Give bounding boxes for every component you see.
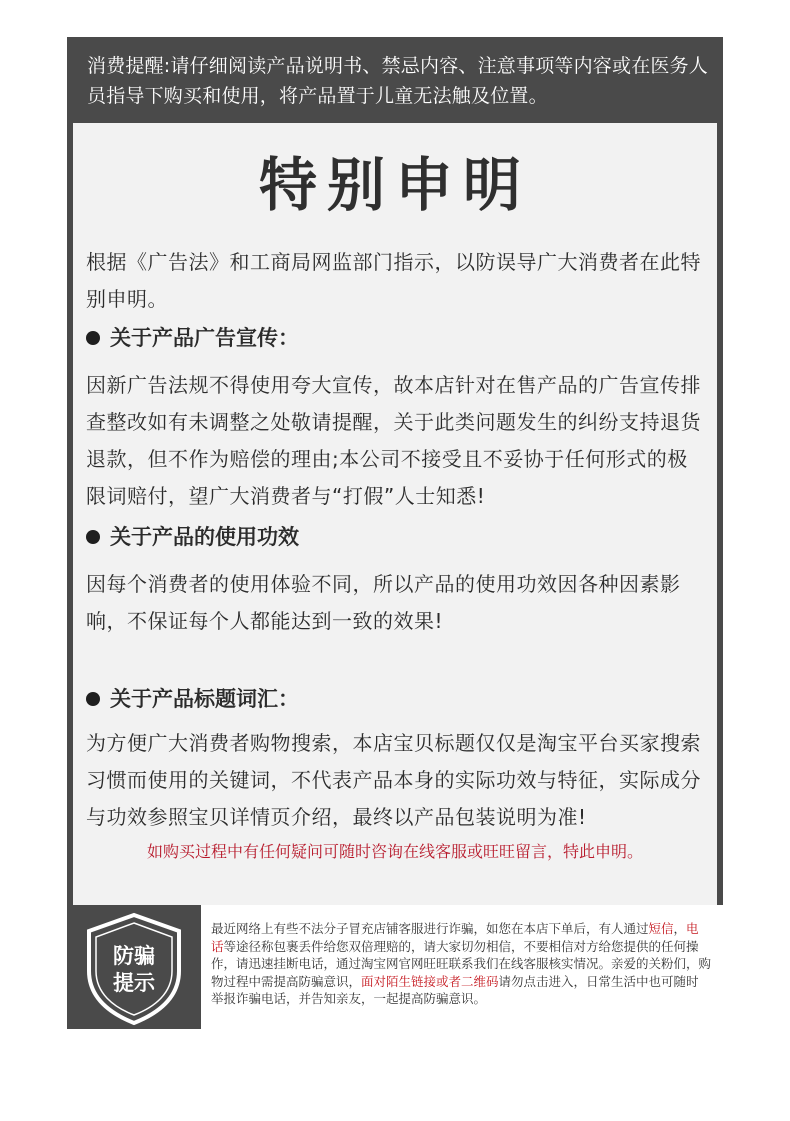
section-heading-text: 关于产品的使用功效 xyxy=(110,525,299,549)
section-body-advertising: 因新广告法规不得使用夸大宣传，故本店针对在售产品的广告宣传排查整改如有未调整之处敬请提醒，关于此类问题发生的纠纷支持退货退款，但不作为赔偿的理由;本公司不接受且不妥协于任何形式的极限词赔付，望广大消费者与“打假”人士知悉! xyxy=(86,373,701,508)
fraud-sep: ， xyxy=(673,921,687,936)
bullet-icon xyxy=(86,331,100,345)
statement-panel xyxy=(73,123,717,905)
section-heading-title-terms xyxy=(86,684,299,714)
anti-fraud-text xyxy=(211,920,711,1008)
badge-line2: 提示 xyxy=(113,971,155,995)
fraud-text-part3: 请勿点击进入，日常生活中也可随时举报诈骗电话，并告知亲友，一起提高防骗意识。 xyxy=(211,973,699,1006)
badge-line1: 防骗 xyxy=(113,944,155,968)
fraud-red-links: 面对陌生链接或者二维码 xyxy=(361,973,499,989)
fraud-text-part2: 等途径称包裹丢件给您双倍理赔的，请大家切勿相信，不要相信对方给您提供的任何操作，请迅速挂断电话，通过淘宝网官网旺旺联系我们在线客服核实情况。亲爱的关粉们，购物过程中需提高防骗意识， xyxy=(211,938,712,989)
section-body-efficacy: 因每个消费者的使用体验不同，所以产品的使用功效因各种因素影响，不保证每个人都能达到一致的效果! xyxy=(86,572,681,633)
disclaimer-frame xyxy=(67,37,723,905)
fraud-text-part1: 最近网络上有些不法分子冒充店铺客服进行诈骗，如您在本店下单后，有人通过 xyxy=(211,921,649,936)
contact-note: 如购买过程中有任何疑问可随时咨询在线客服或旺旺留言，特此申明。 xyxy=(146,842,643,861)
section-heading-advertising xyxy=(86,323,299,353)
fraud-red-sms: 短信 xyxy=(648,921,674,936)
fraud-red-phone: 电话 xyxy=(211,921,699,954)
section-body-title-terms: 为方便广大消费者购物搜索，本店宝贝标题仅仅是淘宝平台买家搜索习惯而使用的关键词，不代表产品本身的实际功效与特征，实际成分与功效参照宝贝详情页介绍，最终以产品包装说明为准! xyxy=(86,731,701,829)
anti-fraud-badge xyxy=(67,905,201,1029)
consumer-notice: 消费提醒:请仔细阅读产品说明书、禁忌内容、注意事项等内容或在医务人员指导下购买和使用，将产品置于儿童无法触及位置。 xyxy=(87,55,709,107)
section-heading-text: 关于产品广告宣传： xyxy=(110,326,299,350)
section-heading-text: 关于产品标题词汇： xyxy=(110,687,299,711)
page-title: 特别申明 xyxy=(258,151,531,219)
section-heading-efficacy xyxy=(86,522,299,552)
bullet-icon xyxy=(86,530,100,544)
intro-paragraph: 根据《广告法》和工商局网监部门指示，以防误导广大消费者在此特别申明。 xyxy=(86,250,701,311)
shield-icon xyxy=(67,905,201,1029)
bullet-icon xyxy=(86,692,100,706)
